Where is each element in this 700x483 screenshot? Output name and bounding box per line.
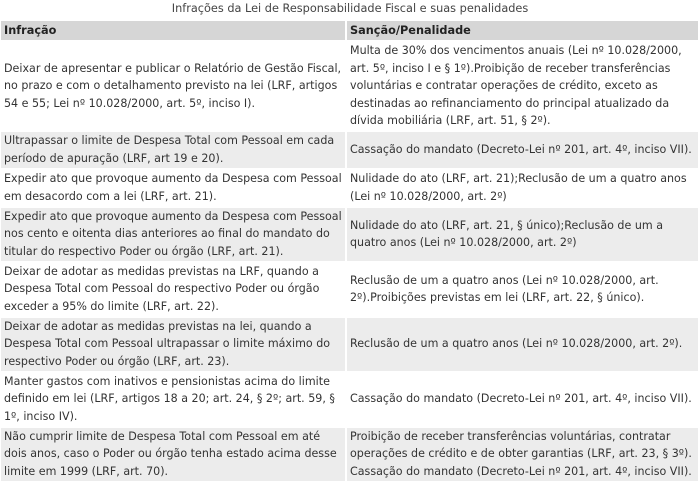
infraction-cell: Expedir ato que provoque aumento da Despesa com Pessoal nos cento e oitenta dias anteriores ao final do mandato do titular do respectivo Poder ou órgão (LRF, art. 21). bbox=[1, 208, 347, 261]
table-row bbox=[1, 170, 698, 206]
sanction-cell: Nulidade do ato (LRF, art. 21, § único);Reclusão de um a quatro anos (Lei nº 10.028/2000, art. 2º) bbox=[347, 208, 698, 261]
penalties-table bbox=[1, 19, 698, 483]
table-row bbox=[1, 318, 698, 371]
sanction-cell: Cassação do mandato (Decreto-Lei nº 201, art. 4º, inciso VII). bbox=[347, 132, 698, 168]
sanction-cell: Cassação do mandato (Decreto-Lei nº 201, art. 4º, inciso VII). bbox=[347, 373, 698, 426]
table-row bbox=[1, 208, 698, 261]
column-header-sanction: Sanção/Penalidade bbox=[347, 21, 698, 40]
infraction-cell: Expedir ato que provoque aumento da Despesa com Pessoal em desacordo com a lei (LRF, art. 21). bbox=[1, 170, 347, 206]
table-row bbox=[1, 263, 698, 316]
sanction-cell: Reclusão de um a quatro anos (Lei nº 10.028/2000, art. 2º).Proibições previstas em lei (LRF, art. 22, § único). bbox=[347, 263, 698, 316]
infraction-cell: Deixar de apresentar e publicar o Relatório de Gestão Fiscal, no prazo e com o detalhamento previsto na lei (LRF, artigos 54 e 55; Lei nº 10.028/2000, art. 5º, inciso I). bbox=[1, 42, 347, 130]
table-row bbox=[1, 373, 698, 426]
infraction-cell: Não cumprir limite de Despesa Total com Pessoal em até dois anos, caso o Poder ou órgão tenha estado acima desse limite em 1999 (LRF, art. 70). bbox=[1, 428, 347, 481]
table-row bbox=[1, 42, 698, 130]
sanction-cell: Nulidade do ato (LRF, art. 21);Reclusão de um a quatro anos (Lei nº 10.028/2000, art. 2º) bbox=[347, 170, 698, 206]
sanction-cell: Proibição de receber transferências voluntárias, contratar operações de crédito e de obter garantias (LRF, art. 23, § 3º). Cassação do mandato (Decreto-Lei nº 201, art. 4º, inciso VII). bbox=[347, 428, 698, 481]
infraction-cell: Ultrapassar o limite de Despesa Total com Pessoal em cada período de apuração (LRF, art 19 e 20). bbox=[1, 132, 347, 168]
table-caption: Infrações da Lei de Responsabilidade Fiscal e suas penalidades bbox=[171, 2, 529, 15]
sanction-cell: Reclusão de um a quatro anos (Lei nº 10.028/2000, art. 2º). bbox=[347, 318, 698, 371]
infraction-cell: Deixar de adotar as medidas previstas na LRF, quando a Despesa Total com Pessoal do respectivo Poder ou órgão exceder a 95% do limite (LRF, art. 22). bbox=[1, 263, 347, 316]
infraction-cell: Deixar de adotar as medidas previstas na lei, quando a Despesa Total com Pessoal ultrapassar o limite máximo do respectivo Poder ou órgão (LRF, art. 23). bbox=[1, 318, 347, 371]
column-header-infraction: Infração bbox=[1, 21, 347, 40]
table-row bbox=[1, 428, 698, 481]
table-row bbox=[1, 132, 698, 168]
infraction-cell: Manter gastos com inativos e pensionistas acima do limite definido em lei (LRF, artigos 18 a 20; art. 24, § 2º; art. 59, § 1º, inciso IV). bbox=[1, 373, 347, 426]
sanction-cell: Multa de 30% dos vencimentos anuais (Lei nº 10.028/2000, art. 5º, inciso I e § 1º).Proibição de receber transferências voluntárias e contratar operações de crédito, exceto as destinadas ao refinanciamento do principal atualizado da dívida mobiliária (LRF, art. 51, § 2º). bbox=[347, 42, 698, 130]
table-header-row bbox=[1, 21, 698, 40]
